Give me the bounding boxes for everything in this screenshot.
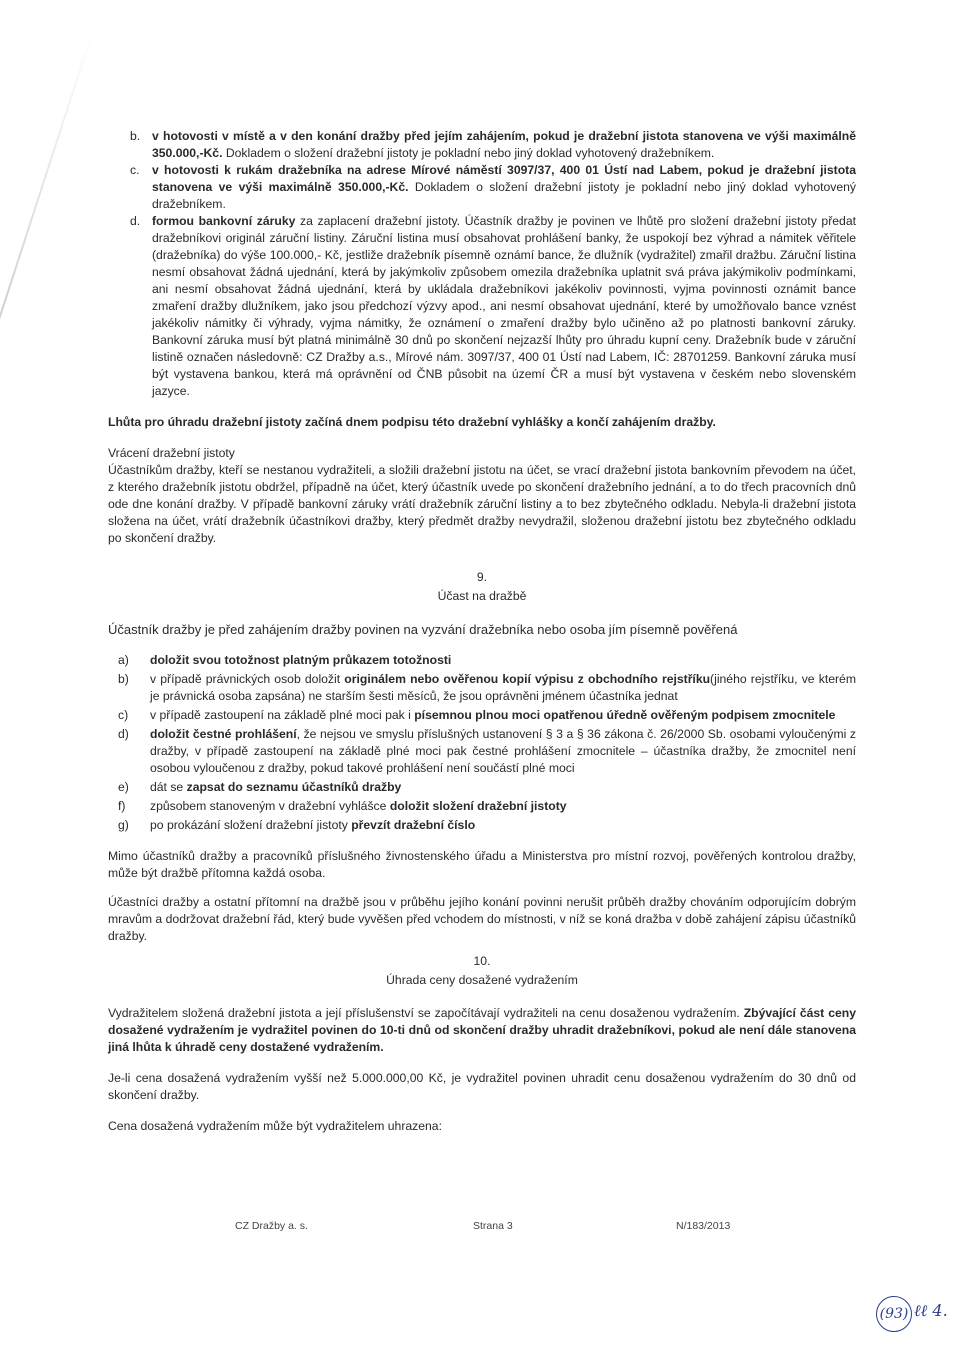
list-marker: f): [118, 799, 126, 813]
list-marker: e): [118, 780, 129, 794]
handwritten-page-stamp: (93): [876, 1296, 912, 1332]
payment-method-detail: za zaplacení dražební jistoty. Účastník dražby je povinen ve lhůtě pro složení dražební jistoty předat dražebníkovi originál záruční listiny. Záruční listina musí obsahovat prohlášení banky, že uspokojí bez výhrad a námitek věřitele (dražebníka) do výše 100.000,- Kč, jestliže dražebník písemně oznámí bance, že dlužník (vydražitel) zmařil dražbu. Záruční listina nesmí obsahovat žádná ujednání, která by jakýmkoliv způsobem omezila dražebníka uplatnit svá práva jakýmikoliv podmínkami, ani nesmí obsahovat žádná ujednání, která by ukládala dražebníkovi jakékoliv povinnosti, vyjma povinnosti oznámit bance zmaření dražby dlužníkem, jako jsou předchozí výzvy apod., ani nesmí obsahovat ujednání, které by umožňovalo bance vznést jakékoliv námitky či výhrady, vyjma námitky, že oznámení o zmaření dražby bylo učiněno až po platnosti bankovní záruky. Bankovní záruka musí být platná minimálně 30 dnů po skončení nejzazší lhůty pro úhradu kupní ceny. Dražebník bude v záruční listině označen následovně: CZ Dražby a.s., Mírové nám. 3097/37, 400 01 Ústí nad Labem, IČ: 28701259. Bankovní záruka musí být vystavena bankou, která má oprávnění od ČNB působit na území ČR a musí být vystavena v českém nebo slovenském jazyce.: [152, 214, 856, 398]
section-number: 9.: [476, 570, 488, 584]
payment-paragraph-plain: Vydražitelem složená dražební jistota a její příslušenství se započítávají vydražiteli na cenu dosaženou vydražením.: [108, 1006, 740, 1020]
footer-reference: N/183/2013: [676, 1220, 731, 1232]
refund-heading: Vrácení dražební jistoty: [108, 446, 235, 460]
section-intro: Účastník dražby je před zahájením dražby povinen na vyzvání dražebníka nebo osoba jím písemně pověřená: [108, 622, 738, 637]
list-marker: a): [118, 653, 129, 667]
requirement-text: [150, 707, 856, 724]
requirement-detail: po prokázání složení dražební jistoty: [150, 818, 352, 832]
requirement-detail: , že nejsou ve smyslu příslušných ustanovení § 3 a § 36 zákona č. 26/2000 Sb. osobami vyloučenými z dražby, v případě zastoupení na základě plné moci pak čestné prohlášení zmocnitele – účastníka dražby, že zmocnitel není osobou vyloučenou z dražby, pokud takové prohlášení není součástí plné moci: [150, 727, 856, 775]
list-marker: g): [118, 818, 129, 832]
list-marker: d): [118, 727, 129, 741]
requirement-emphasis: zapsat do seznamu účastníků dražby: [186, 780, 402, 794]
conduct-paragraph: Účastníci dražby a ostatní přítomní na dražbě jsou v průběhu jejího konání povinni nerušit průběh dražby chováním odporujícím dobrým mravům a dodržovat dražební řád, který bude vyvěšen před vchodem do místnosti, v níž se koná dražba v době zahájení zápisu účastníků dražby.: [108, 895, 856, 943]
requirement-emphasis: převzít dražební číslo: [351, 818, 476, 832]
section-title: Účast na dražbě: [437, 589, 527, 603]
requirement-text: [150, 817, 856, 834]
presence-paragraph: Mimo účastníků dražby a pracovníků příslušného živnostenského úřadu a Ministerstva pro místní rozvoj, pověřených kontrolou dražby, může být dražbě přítomna každá osoba.: [108, 849, 856, 880]
requirement-emphasis: originálem nebo ověřenou kopií výpisu z obchodního rejstříku: [344, 672, 711, 686]
requirement-text: [150, 779, 856, 796]
list-marker: c): [118, 708, 129, 722]
requirement-emphasis: doložit složení dražební jistoty: [389, 799, 567, 813]
requirement-text: [150, 726, 856, 777]
payment-method-title: v hotovosti v místě a v den konání dražby před jejím zahájením, pokud je dražební jistota stanovena ve výši maximálně 350.000,-Kč.: [152, 129, 856, 160]
requirement-emphasis: doložit svou totožnost platným průkazem totožnosti: [150, 653, 452, 667]
payment-method-text: [152, 128, 856, 162]
section-10-title: Úhrada ceny dosažené vydražením: [386, 973, 578, 987]
list-marker: c.: [130, 163, 140, 177]
requirement-emphasis: písemnou plnou moci opatřenou úředně ověřeným podpisem zmocnitele: [414, 708, 836, 722]
requirement-detail: způsobem stanoveným v dražební vyhlášce: [150, 799, 390, 813]
requirement-detail: v případě zastoupení na základě plné moci pak i: [150, 708, 415, 722]
requirement-emphasis: doložit čestné prohlášení: [150, 727, 297, 741]
footer-page-number: Strana 3: [473, 1220, 513, 1232]
payment-method-title: formou bankovní záruky: [152, 214, 296, 228]
deadline-text: Lhůta pro úhradu dražební jistoty začíná dnem podpisu této dražební vyhlášky a končí zahájením dražby.: [108, 415, 716, 429]
refund-text: Účastníkům dražby, kteří se nestanou vydražiteli, a složili dražební jistotu na účet, se vrací dražební jistota bankovním převodem na účet, z kterého dražebník jistotu obdržel, případně na účet, který účastník uvede po skončení dražebního jednání, a to do třech pracovních dnů ode dne konání dražby. V případě bankovní záruky vrátí dražebník záruční listiny a to bez zbytečného odkladu. Nebyla-li dražební jistota složena na účet, vrátí dražebník účastníkovi dražby, který předmět dražby nevydražil, složenou dražební jistotu bez zbytečného odkladu po skončení dražby.: [108, 463, 856, 545]
payment-method-detail: Dokladem o složení dražební jistoty je pokladní nebo jiný doklad vyhotovený dražebníkem.: [222, 146, 715, 160]
list-marker: b): [118, 672, 129, 686]
list-marker: d.: [130, 214, 141, 228]
payment-method-text: [152, 213, 856, 400]
section-10-number: 10.: [473, 954, 491, 968]
list-marker: b.: [130, 129, 141, 143]
payment-method-detail: Dokladem o složení dražební jistoty je pokladní nebo jiný doklad vyhotovený dražebníkem.: [152, 180, 857, 211]
large-price-paragraph: Je-li cena dosažená vydražením vyšší než 5.000.000,00 Kč, je vydražitel povinen uhradit cenu dosaženou vydražením do 30 dnů od skončení dražby.: [108, 1071, 856, 1102]
handwritten-signature: ℓℓ 4.: [914, 1301, 948, 1320]
payment-method-text: [152, 162, 856, 213]
payment-paragraph: [108, 1005, 856, 1056]
requirement-text: [150, 798, 856, 815]
requirement-detail: dát se: [150, 780, 187, 794]
requirement-text: [150, 671, 856, 705]
payment-methods-intro: Cena dosažená vydražením může být vydražitelem uhrazena:: [108, 1119, 442, 1133]
footer-company: CZ Dražby a. s.: [235, 1220, 308, 1232]
payment-paragraph-bold: Zbývající část ceny dosažené vydražením je vydražitel povinen do 10-ti dnů od skončení dražby uhradit dražebníkovi, pokud ale není dále stanovena jiná lhůta k úhradě ceny dostažené vydražením.: [108, 1006, 856, 1054]
scan-artifact-line: [0, 30, 94, 582]
requirement-detail: (jiného rejstříku, ve kterém je právnická osoba zapsána) ne starším šesti měsíců, že jsou oprávněni jménem účastníka jednat: [150, 672, 856, 703]
requirement-text: [150, 652, 856, 669]
payment-method-title: v hotovosti k rukám dražebníka na adrese Mírové náměstí 3097/37, 400 01 Ústí nad Labem, pokud je dražební jistota stanovena ve výši maximálně 350.000,-Kč.: [152, 163, 856, 194]
requirement-detail: v případě právnických osob doložit: [150, 672, 345, 686]
